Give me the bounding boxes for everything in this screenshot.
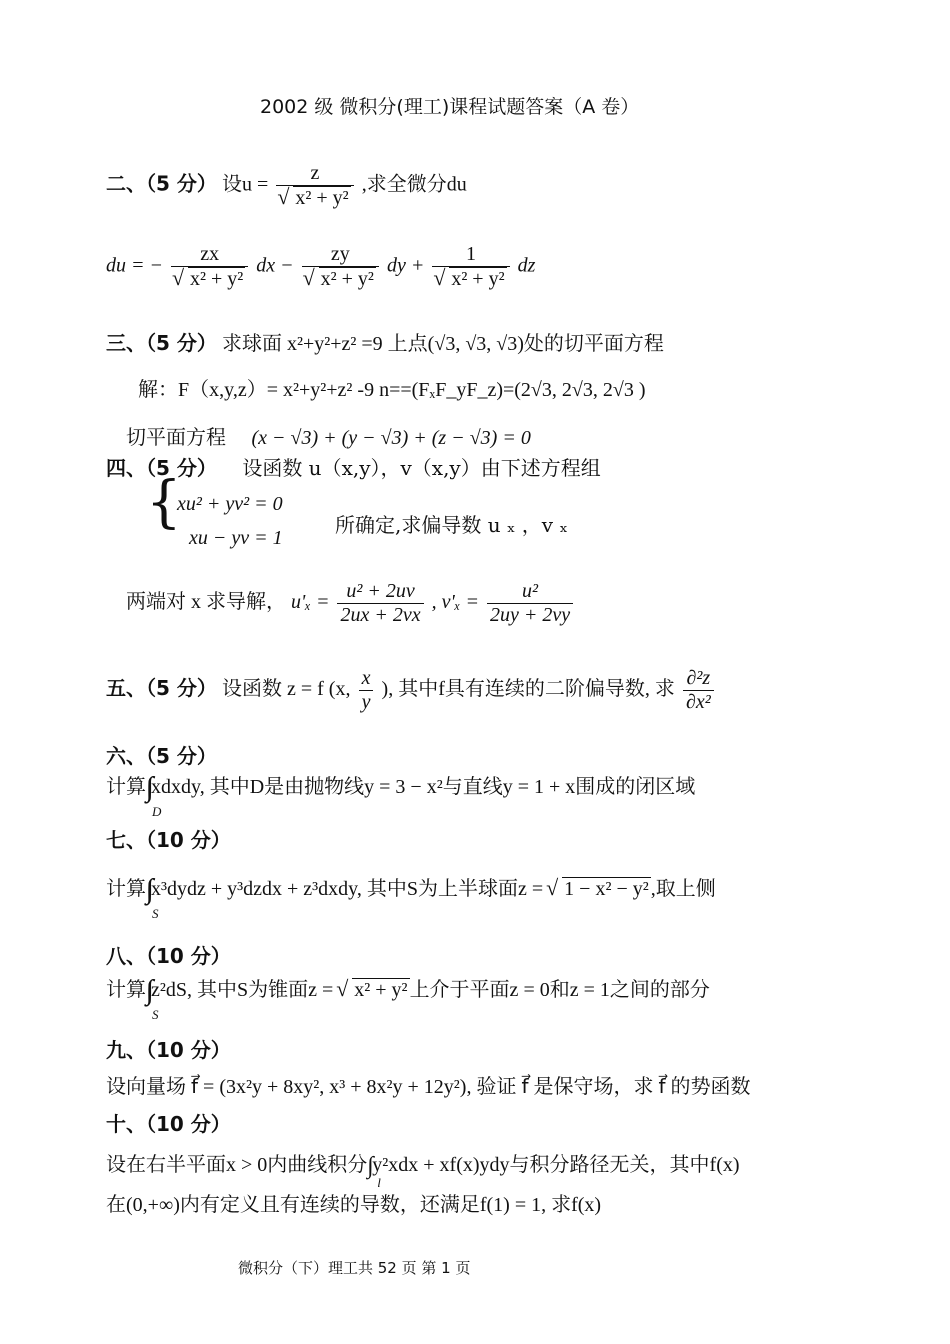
term-2 (302, 243, 379, 291)
question-ask: 所确定,求偏导数 u ₓ ，v ₓ (335, 513, 568, 537)
argument-numerator: x (359, 667, 374, 691)
question-6-label: 六、（5 分） (106, 744, 217, 768)
question-stem-tail: ,求全微分du (361, 173, 467, 196)
stem-body: y²xdx + xf(x)ydy与积分路径无关，其中f(x) (372, 1154, 740, 1176)
fraction-denominator: x² + y² (295, 187, 349, 209)
term-2-numerator: zy (302, 243, 379, 267)
system-equation-1: xu² + yv² = 0 (177, 493, 283, 515)
vx-numerator: u² (487, 580, 573, 604)
term-1-denominator: x² + y² (190, 268, 244, 290)
tangent-plane-equation: (x − √3) + (y − √3) + (z − √3) = 0 (251, 427, 531, 449)
term-2-diff: dy + (386, 254, 425, 277)
term-3-denominator: x² + y² (451, 268, 505, 290)
integral-surface: S (152, 906, 159, 922)
term-1-diff: dx − (256, 254, 294, 277)
stem-body: xdxdy, 其中D是由抛物线y = 3 − x²与直线y = 1 + x围成的闭区域 (151, 776, 696, 798)
term-3-numerator: 1 (432, 243, 509, 267)
question-stem: 设函数 z = f (x, (221, 678, 351, 700)
answer-4 (126, 580, 576, 627)
stem-body: x³dydz + y³dzdx + z³dxdy, 其中S为上半球面z = (151, 878, 544, 900)
radicand: 1 − x² − y² (564, 878, 649, 900)
stem-prefix: 计算 (106, 878, 146, 900)
stem-body: z²dS, 其中S为锥面z = (151, 979, 334, 1001)
answer-prefix: 两端对 x 求导解， (126, 591, 286, 614)
question-10-label: 十、（10 分） (106, 1112, 231, 1136)
question-7-label: 七、（10 分） (106, 828, 231, 852)
question-stem: 设函数 u（x,y），v（x,y）由下述方程组 (242, 456, 601, 480)
question-5 (106, 667, 717, 714)
question-label: 五、（5 分） (106, 676, 217, 700)
stem-prefix: 设在右半平面x > 0内曲线积分 (106, 1154, 368, 1176)
ux-numerator: u² + 2uv (337, 580, 423, 604)
page-footer: 微积分（下）理工共 52 页 第 1 页 (238, 1259, 471, 1277)
derivative-fraction (683, 667, 714, 714)
fraction (276, 162, 353, 210)
question-10-line-2: 在(0,+∞)内有定义且有连续的导数，还满足f(1) = 1, 求f(x) (106, 1194, 602, 1216)
fraction-numerator: z (276, 162, 353, 186)
radicand: x² + y² (354, 979, 408, 1001)
page-title: 2002 级 微积分(理工)课程试题答案（A 卷） (260, 96, 640, 118)
question-9-label: 九、（10 分） (106, 1038, 231, 1062)
stem-prefix: 计算 (106, 979, 146, 1001)
question-7-stem (106, 872, 716, 922)
question-9-stem: 设向量场 f⃗ = (3x²y + 8xy², x³ + 8x²y + 12y²), 验证 f⃗ 是保守场，求 f⃗ 的势函数 (106, 1076, 751, 1098)
answer-2 (106, 243, 535, 291)
system-equation-2: xu − yv = 1 (189, 527, 283, 549)
question-label: 三、（5 分） (106, 331, 217, 355)
term-1-numerator: zx (171, 243, 248, 267)
system-brace: { (146, 470, 182, 535)
term-3-diff: dz (517, 254, 536, 277)
ux-fraction (337, 580, 423, 627)
question-3 (106, 327, 664, 356)
question-6-stem (106, 770, 696, 820)
answer-lhs: du = − (106, 254, 163, 277)
question-stem: 求球面 x²+y²+z² =9 上点(√3, √3, √3)处的切平面方程 (221, 333, 664, 355)
stem-tail: 上介于平面z = 0和z = 1之间的部分 (409, 979, 710, 1001)
integral-path: l (377, 1174, 381, 1190)
question-label: 四、（5 分） (106, 456, 217, 480)
vx-denominator: 2uy + 2vy (489, 604, 571, 626)
derivative-numerator: ∂²z (683, 667, 714, 691)
term-1 (171, 243, 248, 291)
term-2-denominator: x² + y² (320, 268, 374, 290)
ux-lhs: u'ₓ = (291, 591, 330, 614)
integral-surface: S (152, 1007, 159, 1023)
argument-fraction (359, 667, 374, 714)
integral-domain: D (152, 804, 162, 820)
stem-prefix: 计算 (106, 776, 146, 798)
ux-denominator: 2ux + 2vx (340, 604, 421, 626)
vx-fraction (487, 580, 573, 627)
argument-denominator: y (361, 691, 371, 713)
derivative-denominator: ∂x² (685, 691, 711, 713)
question-8-label: 八、（10 分） (106, 944, 231, 968)
question-stem-tail: ), 其中f具有连续的二阶偏导数, 求 (381, 678, 675, 700)
tangent-plane-label: 切平面方程 (126, 425, 226, 449)
question-label: 二、（5 分） (106, 171, 217, 196)
term-3 (432, 243, 509, 291)
stem-tail: ,取上侧 (650, 878, 716, 900)
question-10-line-1 (106, 1148, 740, 1190)
question-8-stem (106, 973, 710, 1023)
vx-lhs: , v'ₓ = (431, 591, 479, 614)
question-2 (106, 162, 467, 210)
solution-3: 解：F（x,y,z）= x²+y²+z² -9 n==(FₓF_yF_z)=(2√3, 2√3, 2√3 ) (138, 379, 646, 401)
question-stem: 设u = (221, 173, 269, 196)
tangent-plane (126, 421, 531, 450)
